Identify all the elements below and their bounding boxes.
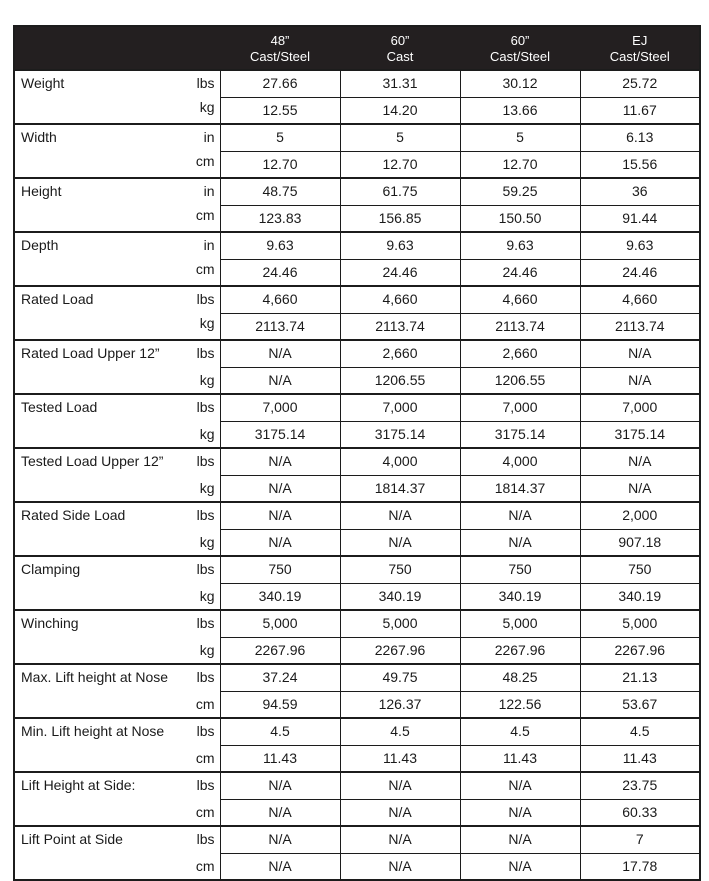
unit-secondary: kg (199, 480, 215, 496)
value-cell-primary: 750 (580, 556, 700, 583)
value-cell-secondary: 12.70 (220, 151, 340, 178)
column-header-60-cast: 60” Cast (340, 26, 460, 70)
unit-primary: lbs (196, 345, 215, 361)
value-cell-primary: N/A (460, 502, 580, 529)
value-cell-primary: 750 (460, 556, 580, 583)
row-label-cell (14, 826, 220, 880)
value-cell-secondary: 3175.14 (340, 421, 460, 448)
value-cell-secondary: 91.44 (580, 205, 700, 232)
value-cell-secondary: 11.43 (340, 745, 460, 772)
value-cell-secondary: N/A (460, 853, 580, 880)
unit-secondary: cm (195, 153, 215, 169)
value-cell-primary: 5 (220, 124, 340, 151)
unit-primary: lbs (196, 777, 215, 793)
row-label: Height (21, 183, 62, 199)
unit-primary: in (203, 237, 215, 253)
value-cell-secondary: 156.85 (340, 205, 460, 232)
unit-secondary: cm (195, 696, 215, 712)
value-cell-primary: 30.12 (460, 70, 580, 97)
value-cell-secondary: 24.46 (460, 259, 580, 286)
value-cell-secondary: N/A (460, 529, 580, 556)
row-label-cell (14, 394, 220, 448)
value-cell-primary: 7,000 (460, 394, 580, 421)
unit-secondary: kg (199, 99, 215, 115)
value-cell-primary: 7 (580, 826, 700, 853)
row-label: Max. Lift height at Nose (21, 669, 169, 685)
row-label-cell (14, 124, 220, 178)
unit-secondary: cm (195, 858, 215, 874)
value-cell-secondary: 340.19 (220, 583, 340, 610)
unit-primary: lbs (196, 831, 215, 847)
value-cell-primary: 6.13 (580, 124, 700, 151)
row-label-cell (14, 664, 220, 718)
value-cell-secondary: 340.19 (580, 583, 700, 610)
value-cell-primary: N/A (580, 448, 700, 475)
value-cell-secondary: N/A (220, 853, 340, 880)
value-cell-secondary: 11.43 (580, 745, 700, 772)
spec-row-weight (14, 70, 700, 97)
value-cell-secondary: 340.19 (340, 583, 460, 610)
unit-secondary: cm (195, 750, 215, 766)
value-cell-primary: 27.66 (220, 70, 340, 97)
value-cell-primary: 9.63 (220, 232, 340, 259)
spec-row-winching (14, 610, 700, 637)
value-cell-primary: 21.13 (580, 664, 700, 691)
column-header-60-cast-steel: 60” Cast/Steel (460, 26, 580, 70)
specifications-table (13, 25, 701, 881)
value-cell-primary: 5,000 (460, 610, 580, 637)
value-cell-secondary: 11.43 (460, 745, 580, 772)
value-cell-secondary: 11.43 (220, 745, 340, 772)
row-label-cell (14, 772, 220, 826)
value-cell-secondary: 907.18 (580, 529, 700, 556)
spec-row-width (14, 124, 700, 151)
unit-secondary: kg (199, 642, 215, 658)
value-cell-primary: 7,000 (580, 394, 700, 421)
value-cell-secondary: 1814.37 (460, 475, 580, 502)
row-label: Clamping (21, 561, 81, 577)
value-cell-primary: 4.5 (340, 718, 460, 745)
row-label: Min. Lift height at Nose (21, 723, 165, 739)
value-cell-secondary: 3175.14 (580, 421, 700, 448)
spec-row-depth (14, 232, 700, 259)
value-cell-primary: 4,660 (220, 286, 340, 313)
value-cell-secondary: 12.70 (340, 151, 460, 178)
value-cell-secondary: 150.50 (460, 205, 580, 232)
value-cell-primary: 37.24 (220, 664, 340, 691)
value-cell-primary: 7,000 (340, 394, 460, 421)
unit-primary: lbs (196, 507, 215, 523)
value-cell-secondary: N/A (220, 799, 340, 826)
value-cell-secondary: N/A (220, 475, 340, 502)
spec-row-height (14, 178, 700, 205)
row-label-cell (14, 286, 220, 340)
value-cell-primary: 4,660 (340, 286, 460, 313)
value-cell-primary: 61.75 (340, 178, 460, 205)
value-cell-secondary: 12.55 (220, 97, 340, 124)
value-cell-primary: N/A (340, 502, 460, 529)
unit-secondary: kg (199, 372, 215, 388)
row-label-cell (14, 70, 220, 124)
row-label: Width (21, 129, 57, 145)
value-cell-primary: 4.5 (460, 718, 580, 745)
row-label: Lift Height at Side: (21, 777, 136, 793)
value-cell-primary: 2,660 (340, 340, 460, 367)
value-cell-primary: N/A (220, 448, 340, 475)
header-corner (14, 26, 220, 70)
value-cell-secondary: 17.78 (580, 853, 700, 880)
value-cell-secondary: 14.20 (340, 97, 460, 124)
unit-primary: lbs (196, 669, 215, 685)
value-cell-primary: 9.63 (460, 232, 580, 259)
spec-row-max-lift-height-at-nose (14, 664, 700, 691)
value-cell-primary: 25.72 (580, 70, 700, 97)
value-cell-primary: 4.5 (580, 718, 700, 745)
unit-secondary: cm (195, 804, 215, 820)
value-cell-secondary: 60.33 (580, 799, 700, 826)
unit-secondary: kg (199, 315, 215, 331)
value-cell-secondary: 123.83 (220, 205, 340, 232)
value-cell-secondary: N/A (580, 367, 700, 394)
value-cell-secondary: 2267.96 (460, 637, 580, 664)
value-cell-primary: 9.63 (580, 232, 700, 259)
value-cell-primary: 5,000 (580, 610, 700, 637)
value-cell-secondary: 24.46 (340, 259, 460, 286)
unit-primary: lbs (196, 291, 215, 307)
unit-primary: lbs (196, 399, 215, 415)
value-cell-secondary: 15.56 (580, 151, 700, 178)
value-cell-primary: 48.75 (220, 178, 340, 205)
value-cell-primary: N/A (220, 340, 340, 367)
spec-row-clamping (14, 556, 700, 583)
row-label-cell (14, 232, 220, 286)
value-cell-primary: N/A (220, 502, 340, 529)
value-cell-primary: 2,000 (580, 502, 700, 529)
row-label: Tested Load Upper 12” (21, 453, 164, 469)
row-label: Depth (21, 237, 59, 253)
value-cell-primary: 4,660 (460, 286, 580, 313)
value-cell-primary: N/A (580, 340, 700, 367)
value-cell-primary: 4.5 (220, 718, 340, 745)
value-cell-primary: N/A (340, 772, 460, 799)
row-label: Tested Load (21, 399, 98, 415)
unit-primary: lbs (196, 561, 215, 577)
value-cell-primary: 59.25 (460, 178, 580, 205)
value-cell-secondary: 13.66 (460, 97, 580, 124)
row-label-cell (14, 340, 220, 394)
value-cell-secondary: N/A (340, 853, 460, 880)
value-cell-secondary: 1206.55 (340, 367, 460, 394)
value-cell-primary: 48.25 (460, 664, 580, 691)
unit-primary: lbs (196, 75, 215, 91)
value-cell-secondary: 24.46 (580, 259, 700, 286)
unit-secondary: kg (199, 426, 215, 442)
value-cell-secondary: 2267.96 (220, 637, 340, 664)
value-cell-primary: 5,000 (220, 610, 340, 637)
row-label-cell (14, 718, 220, 772)
value-cell-secondary: 12.70 (460, 151, 580, 178)
row-label-cell (14, 556, 220, 610)
value-cell-secondary: 1814.37 (340, 475, 460, 502)
unit-primary: lbs (196, 453, 215, 469)
value-cell-secondary: 2113.74 (460, 313, 580, 340)
value-cell-primary: 5 (340, 124, 460, 151)
spec-row-rated-load-upper-12 (14, 340, 700, 367)
row-label: Winching (21, 615, 79, 631)
value-cell-primary: 7,000 (220, 394, 340, 421)
row-label: Rated Load (21, 291, 94, 307)
unit-secondary: kg (199, 534, 215, 550)
value-cell-primary: 31.31 (340, 70, 460, 97)
value-cell-primary: 9.63 (340, 232, 460, 259)
value-cell-secondary: N/A (220, 367, 340, 394)
value-cell-primary: N/A (460, 772, 580, 799)
value-cell-secondary: 3175.14 (460, 421, 580, 448)
unit-secondary: kg (199, 588, 215, 604)
table-header (14, 26, 700, 70)
value-cell-secondary: 2113.74 (580, 313, 700, 340)
value-cell-primary: N/A (340, 826, 460, 853)
row-label-cell (14, 502, 220, 556)
unit-secondary: cm (195, 261, 215, 277)
value-cell-secondary: 53.67 (580, 691, 700, 718)
value-cell-secondary: 340.19 (460, 583, 580, 610)
spec-row-lift-point-at-side (14, 826, 700, 853)
value-cell-primary: N/A (220, 772, 340, 799)
value-cell-primary: 23.75 (580, 772, 700, 799)
value-cell-secondary: N/A (460, 799, 580, 826)
value-cell-primary: N/A (220, 826, 340, 853)
value-cell-secondary: N/A (340, 529, 460, 556)
value-cell-secondary: 2113.74 (220, 313, 340, 340)
value-cell-primary: 5,000 (340, 610, 460, 637)
unit-primary: lbs (196, 723, 215, 739)
unit-secondary: cm (195, 207, 215, 223)
value-cell-primary: 4,000 (340, 448, 460, 475)
column-header-ej-cast-steel: EJ Cast/Steel (580, 26, 700, 70)
unit-primary: in (203, 129, 215, 145)
row-label-cell (14, 610, 220, 664)
value-cell-primary: 36 (580, 178, 700, 205)
value-cell-secondary: N/A (580, 475, 700, 502)
value-cell-secondary: N/A (340, 799, 460, 826)
row-label-cell (14, 448, 220, 502)
spec-row-tested-load-upper-12 (14, 448, 700, 475)
row-label: Rated Load Upper 12” (21, 345, 160, 361)
spec-row-min-lift-height-at-nose (14, 718, 700, 745)
value-cell-primary: 750 (220, 556, 340, 583)
spec-row-tested-load (14, 394, 700, 421)
value-cell-primary: N/A (460, 826, 580, 853)
spec-row-lift-height-at-side (14, 772, 700, 799)
value-cell-secondary: 2113.74 (340, 313, 460, 340)
value-cell-secondary: 94.59 (220, 691, 340, 718)
value-cell-secondary: 3175.14 (220, 421, 340, 448)
table-body (14, 70, 700, 880)
value-cell-primary: 4,660 (580, 286, 700, 313)
value-cell-primary: 4,000 (460, 448, 580, 475)
spec-row-rated-side-load (14, 502, 700, 529)
row-label: Lift Point at Side (21, 831, 123, 847)
value-cell-secondary: 2267.96 (580, 637, 700, 664)
column-header-48-cast-steel: 48” Cast/Steel (220, 26, 340, 70)
value-cell-primary: 49.75 (340, 664, 460, 691)
value-cell-secondary: N/A (220, 529, 340, 556)
row-label: Rated Side Load (21, 507, 126, 523)
unit-primary: in (203, 183, 215, 199)
value-cell-primary: 750 (340, 556, 460, 583)
row-label: Weight (21, 75, 65, 91)
value-cell-secondary: 2267.96 (340, 637, 460, 664)
value-cell-secondary: 122.56 (460, 691, 580, 718)
value-cell-primary: 5 (460, 124, 580, 151)
value-cell-secondary: 24.46 (220, 259, 340, 286)
value-cell-primary: 2,660 (460, 340, 580, 367)
unit-primary: lbs (196, 615, 215, 631)
row-label-cell (14, 178, 220, 232)
spec-row-rated-load (14, 286, 700, 313)
value-cell-secondary: 126.37 (340, 691, 460, 718)
value-cell-secondary: 1206.55 (460, 367, 580, 394)
value-cell-secondary: 11.67 (580, 97, 700, 124)
